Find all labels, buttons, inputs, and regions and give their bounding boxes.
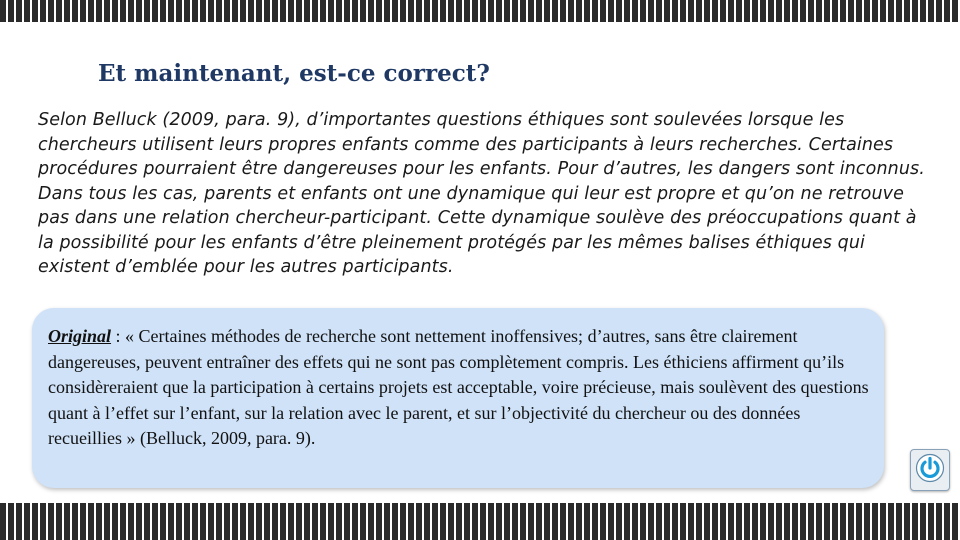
original-label: Original [48,326,112,346]
bottom-stripe-border [0,503,960,540]
slide-title: Et maintenant, est-ce correct? [98,60,490,87]
body-paragraph: Selon Belluck (2009, para. 9), d’importantes questions éthiques sont soulevées lorsque les chercheurs utilisent leurs propres enfants comme des participants à leurs recherches. Certaines procédures pourraient être dangereuses pour les enfants. Pour d’autres, les dangers sont inconnus. Dans tous les cas, parents et enfants ont une dynamique qui leur est propre et qu’on ne retrouve pas dans une relation chercheur-participant. Cette dynamique soulève des préoccupations quant à la possibilité pour les enfants d’être pleinement protégés par les mêmes balises éthiques qui existent d’emblée pour les autres participants. [38,110,925,277]
original-quote-text [48,324,870,452]
original-quote-body: « Certaines méthodes de recherche sont nettement inoffensives; d’autres, sans être clairement dangereuses, peuvent entraîner des effets qui ne sont pas complètement compris. Les éthiciens affirment qu’ils considèreraient que la participation à certains projets est acceptable, voire précieuse, mais soulèvent des questions quant à l’effet sur l’enfant, sur la relation avec le parent, et sur l’objectivité du chercheur ou des données recueillies » (Belluck, 2009, para. 9). [48,326,869,448]
original-quote-box [32,308,884,488]
original-separator: : [111,326,126,346]
power-icon [915,453,945,487]
power-button[interactable] [910,449,950,491]
top-stripe-border [0,0,960,22]
